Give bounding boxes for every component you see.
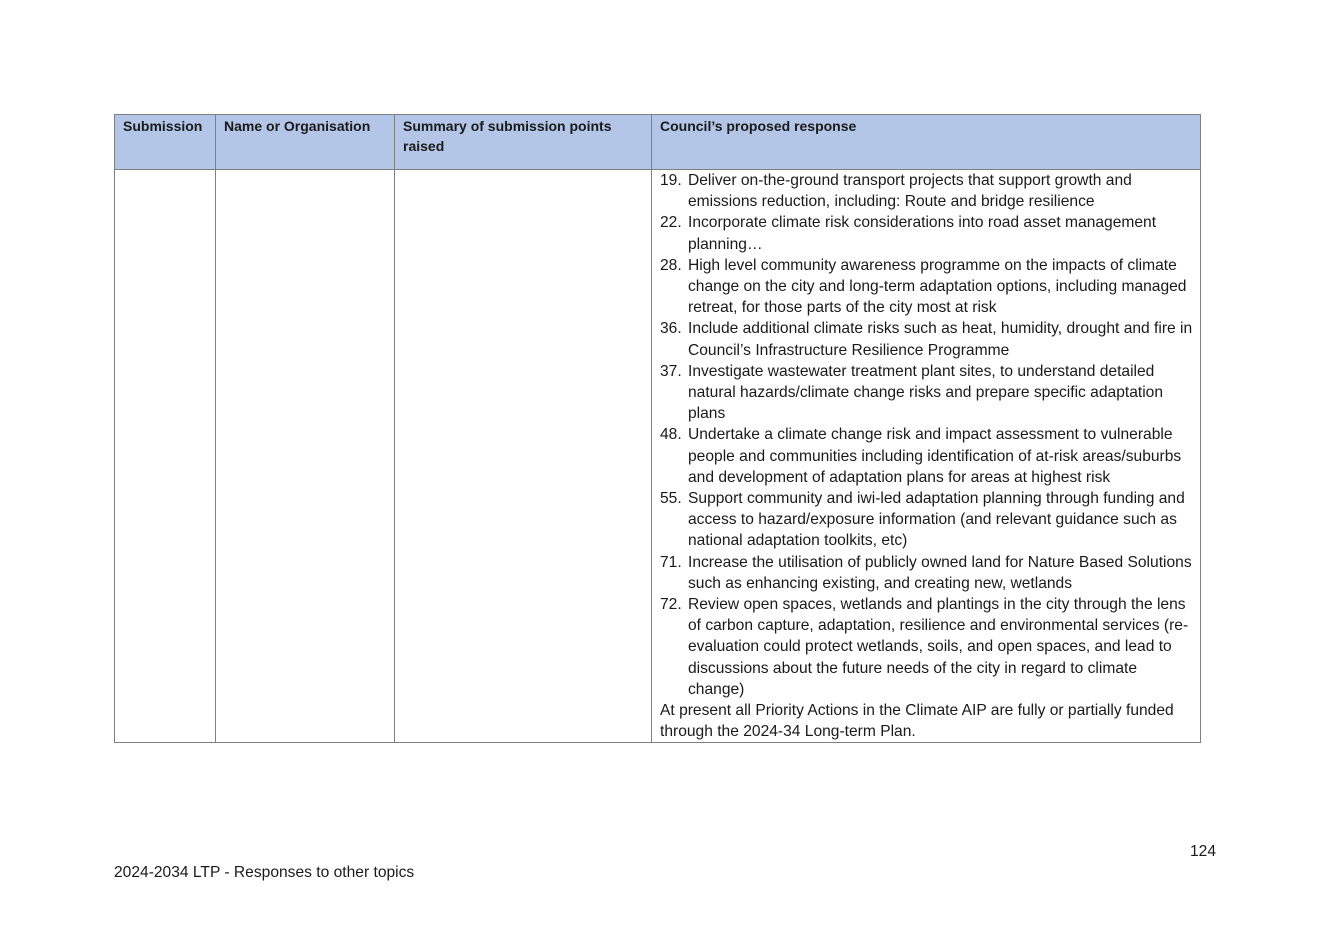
list-item — [660, 424, 1194, 488]
list-item — [660, 552, 1194, 594]
header-summary: Summary of submission points raised — [395, 115, 652, 170]
action-text: High level community awareness programme on the impacts of climate change on the city and long-term adaptation options, including managed retreat, for those parts of the city most at risk — [688, 256, 1187, 317]
action-text: Include additional climate risks such as heat, humidity, drought and fire in Council’s Infrastructure Resilience Programme — [688, 320, 1193, 359]
list-item — [660, 170, 1194, 212]
list-item — [660, 212, 1194, 254]
action-number: 48. — [660, 426, 682, 444]
action-number: 19. — [660, 172, 682, 189]
list-item — [660, 488, 1194, 552]
action-number: 22. — [660, 214, 682, 232]
header-council-response: Council’s proposed response — [652, 115, 1201, 170]
list-item — [660, 594, 1194, 700]
header-name-or-organisation: Name or Organisation — [216, 115, 395, 170]
action-text: Undertake a climate change risk and impact assessment to vulnerable people and communities including identification of at-risk areas/suburbs and development of adaptation plans for areas at highest risk — [688, 426, 1182, 486]
submissions-table — [114, 114, 1201, 743]
action-number: 36. — [660, 320, 682, 338]
action-number: 72. — [660, 596, 682, 614]
table-row — [115, 170, 1201, 743]
footer-document-title: 2024-2034 LTP - Responses to other topics — [114, 864, 415, 881]
action-text: Deliver on-the-ground transport projects that support growth and emissions reduction, including: Route and bridge resilience — [688, 172, 1132, 211]
cell-summary — [395, 170, 652, 743]
cell-council-response — [652, 170, 1201, 743]
action-text: Increase the utilisation of publicly owned land for Nature Based Solutions such as enhancing existing, and creating new, wetlands — [688, 553, 1192, 592]
list-item — [660, 255, 1194, 319]
list-item — [660, 361, 1194, 425]
list-item — [660, 318, 1194, 360]
cell-submission — [115, 170, 216, 743]
action-number: 71. — [660, 553, 682, 571]
table-header-row — [115, 115, 1201, 170]
funding-statement: At present all Priority Actions in the Climate AIP are fully or partially funded through the 2024-34 Long-term Plan. — [660, 702, 1174, 741]
action-text: Support community and iwi-led adaptation planning through funding and access to hazard/exposure information (and relevant guidance such as national adaptation toolkits, etc) — [688, 490, 1185, 550]
action-text: Review open spaces, wetlands and plantings in the city through the lens of carbon capture, adaptation, resilience and environmental services (re-evaluation could protect wetlands, soils, and open spaces, and lead to discussions about the future needs of the city in regard to climate change) — [688, 596, 1189, 698]
cell-name-or-organisation — [216, 170, 395, 743]
action-number: 55. — [660, 490, 682, 508]
header-submission: Submission — [115, 115, 216, 170]
action-number: 37. — [660, 362, 682, 380]
page-number: 124 — [1189, 843, 1216, 860]
action-number: 28. — [660, 256, 682, 274]
priority-actions-list — [660, 170, 1194, 700]
action-text: Investigate wastewater treatment plant sites, to understand detailed natural hazards/climate change risks and prepare specific adaptation plans — [688, 362, 1164, 423]
action-text: Incorporate climate risk considerations into road asset management planning… — [688, 214, 1157, 253]
